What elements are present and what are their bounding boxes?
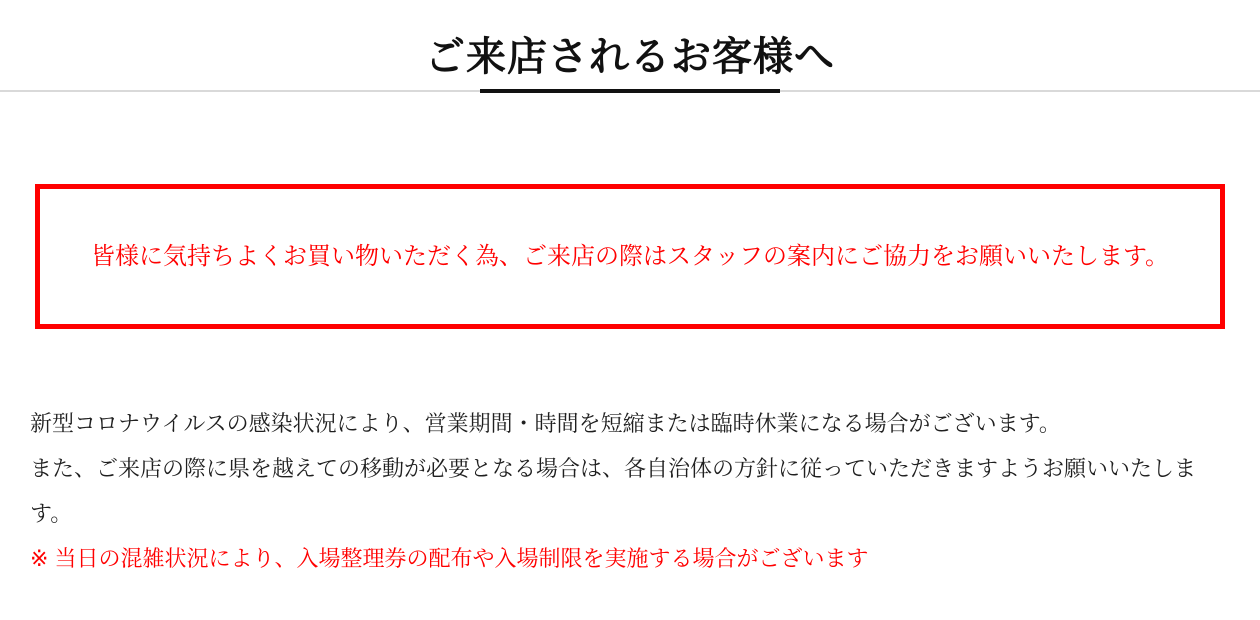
title-underline bbox=[480, 89, 780, 93]
info-sentence-2: また、ご来店の際に県を越えての移動が必要となる場合は、各自治体の方針に従っていただきますようお願いいたします。 bbox=[30, 456, 1197, 526]
page-title: ご来店されるお客様へ bbox=[425, 35, 835, 79]
section-divider bbox=[0, 89, 1260, 94]
notice-text: 皆様に気持ちよくお買い物いただく為、ご来店の際はスタッフの案内にご協力をお願いいたします。 bbox=[90, 242, 1170, 270]
page-header bbox=[0, 0, 1260, 94]
notice-box bbox=[35, 184, 1225, 329]
caution-note: ※ 当日の混雑状況により、入場整理券の配布や入場制限を実施する場合がございます bbox=[30, 546, 869, 571]
info-section bbox=[30, 401, 1230, 581]
info-sentence-1: 新型コロナウイルスの感染状況により、営業期間・時間を短縮または臨時休業になる場合がございます。 bbox=[30, 411, 1061, 436]
